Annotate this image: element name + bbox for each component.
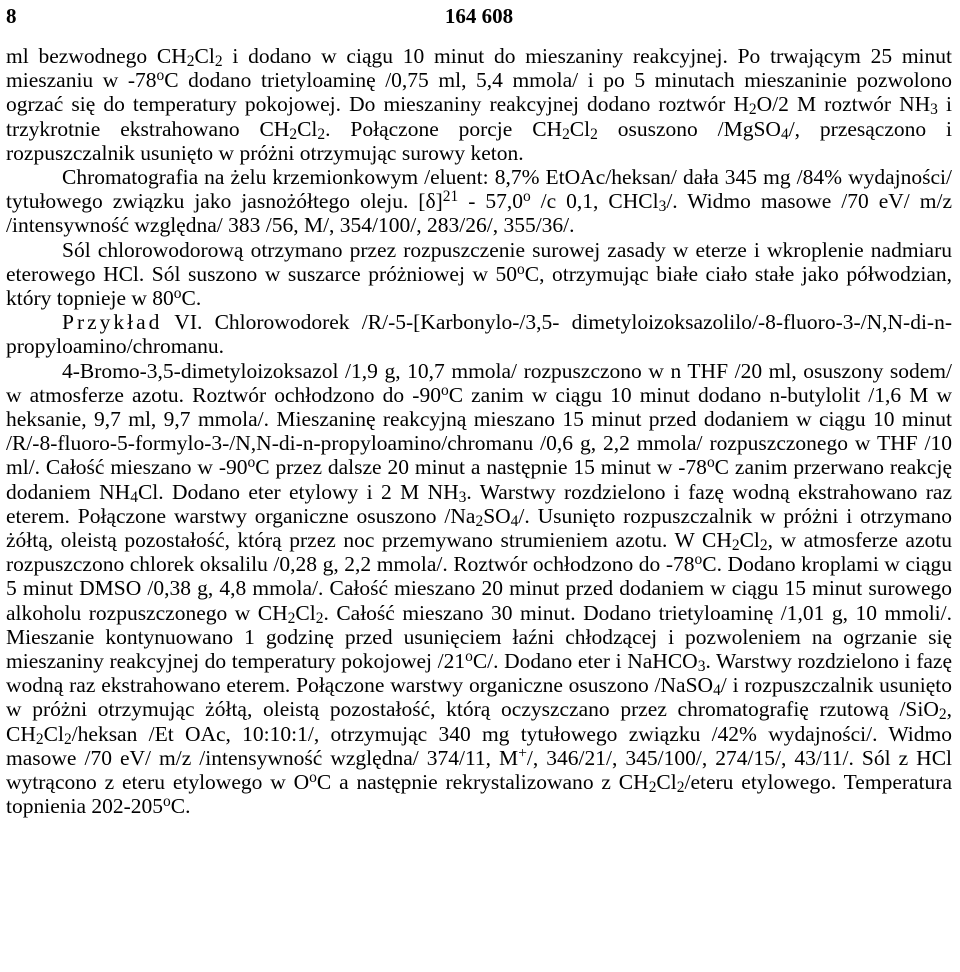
- text-run: C zanim przerwano reakcję dodaniem NH: [6, 455, 952, 504]
- subscript: 2: [562, 125, 570, 143]
- text-run: . Warstwy rozdzielono i fazę wodną ekstrahowano raz eterem. Połączone warstwy organiczne osuszono /Na: [6, 479, 952, 528]
- superscript: o: [163, 793, 171, 811]
- text-run: C.: [181, 286, 202, 311]
- paragraph-procedure: [6, 359, 952, 819]
- subscript: 4: [780, 125, 789, 143]
- text-run: Cl: [295, 600, 316, 625]
- text-run: C, otrzymując białe ciało stałe jako półwodzian, który topnieje w 80: [6, 261, 952, 311]
- text-run: /c 0,1, CHCl: [530, 189, 659, 214]
- text-run: VI. Chlorowodorek /R/-5-[Karbonylo-/3,5- dimetyloizoksazolilo/-8-fluoro-3-/N,N-di-n-propyloamino/chromanu.: [6, 310, 952, 359]
- text-run: C a następnie rekrystalizowano z CH: [316, 770, 649, 795]
- text-run: C przez dalsze 20 minut a następnie 15 minut w -78: [255, 455, 707, 480]
- text-run: . Warstwy rozdzielono i fazę wodną raz ekstrahowano eterem. Połączone warstwy organiczne osuszono /NaSO: [6, 649, 952, 698]
- text-run: Cl: [569, 116, 591, 141]
- text-run: Sól chlorowodorową otrzymano przez rozpuszczenie surowej zasady w eterze i wkroplenie nadmiaru eterowego HCl. Sól suszono w suszarce próżniowej w 50: [6, 237, 952, 286]
- text-run: , w atmosferze azotu rozpuszczono chlorek oksalilu /0,28 g, 2,2 mmola/. Roztwór ochłodzono do -78: [6, 528, 952, 577]
- text-run: Cl. Dodano eter etylowy i 2 M NH: [137, 479, 459, 504]
- superscript: o: [173, 285, 182, 303]
- superscript: o: [465, 648, 473, 666]
- text-run: C.: [170, 794, 191, 819]
- text-run: SO: [483, 503, 511, 528]
- text-run: ml bezwodnego CH: [6, 44, 187, 68]
- text-run: . Całość mieszano 30 minut. Dodano trietyloaminę /1,01 g, 10 mmoli/. Mieszanie kontynuowano 1 godzinę przed usunięciem łaźni chłodzącej i pozwoleniem na ogrzanie się mieszaniny reakcyjnej do temperatury pokojowej /21: [6, 600, 953, 674]
- subscript: 2: [63, 730, 72, 748]
- subscript: 4: [713, 682, 721, 700]
- text-run: Cl: [739, 528, 760, 553]
- text-run: O/2 M roztwór NH: [756, 92, 931, 117]
- superscript: o: [694, 551, 703, 569]
- subscript: 2: [759, 536, 768, 554]
- paragraph-hydrochloride-salt: [6, 238, 952, 311]
- subscript: 4: [510, 512, 519, 530]
- subscript: 4: [130, 488, 138, 506]
- superscript: o: [517, 260, 525, 278]
- text-run: /heksan /Et OAc, 10:10:1/, otrzymując 340 mg tytułowego związku /42% wydajności/. Widmo masowe /70 eV/ m/z /intensywność względna/ 374/11, M: [6, 721, 952, 770]
- subscript: 2: [317, 125, 326, 143]
- superscript: o: [522, 188, 531, 206]
- example-label: Przykład: [62, 310, 163, 335]
- text-run: i trzykrotnie ekstrahowano CH: [6, 92, 952, 141]
- subscript: 2: [287, 609, 296, 627]
- subscript: 2: [748, 101, 757, 119]
- subscript: 3: [697, 657, 706, 675]
- page-number: 8: [6, 4, 17, 28]
- subscript: 2: [676, 778, 685, 796]
- text-run: C dodano trietyloaminę /0,75 ml, 5,4 mmola/ i po 5 minutach mieszaninie pozwolono ogrzać się do temperatury pokojowej. Do mieszaniny reakcyjnej dodano roztwór H: [6, 68, 952, 117]
- paragraph-chromatography: [6, 165, 952, 238]
- document-number: 164 608: [444, 4, 514, 28]
- text-run: osuszono /MgSO: [597, 116, 781, 141]
- text-run: i dodano w ciągu 10 minut do mieszaniny reakcyjnej. Po trwającym 25 minut mieszaniu w -78: [6, 44, 953, 93]
- subscript: 2: [289, 125, 298, 143]
- text-run: /eteru etylowego. Temperatura topnienia 202-205: [6, 770, 952, 819]
- paragraph-example-heading: [6, 310, 952, 358]
- subscript: 2: [475, 512, 484, 530]
- text-run: Chromatografia na żelu krzemionkowym /eluent: 8,7% EtOAc/heksan/ dała 345 mg /84% wydajności/ tytułowego związku jako jasnożółtego oleju. [δ]: [6, 165, 952, 214]
- page-header: [6, 0, 952, 34]
- subscript: 2: [315, 609, 324, 627]
- text-run: C. Dodano kroplami w ciągu 5 minut DMSO /0,38 g, 4,8 mmola/. Całość mieszano 20 minut przed dodaniem w ciągu 15 minut surowego alkoholu rozpuszczonego w CH: [6, 552, 952, 625]
- subscript: 2: [35, 730, 44, 748]
- superscript: o: [706, 454, 715, 472]
- text-run: Cl: [297, 116, 318, 141]
- text-run: C zanim w ciągu 10 minut dodano n-butylolit /1,6 M w heksanie, 9,7 ml, 9,7 mmola/. Mieszaninę reakcyjną mieszano 15 minut przed dodaniem w ciągu 10 minut /R/-8-fluoro-5-formylo-3-/N,N-di-n-propyloamino/chromanu /0,6 g, 2,2 mmola/ rozpuszczonego w THF /10 ml/. Całość mieszano w -90: [6, 382, 952, 480]
- subscript: 2: [186, 52, 195, 70]
- subscript: 2: [590, 125, 598, 143]
- text-run: Cl: [656, 770, 677, 795]
- text-run: - 57,0: [458, 189, 523, 214]
- subscript: 3: [658, 198, 667, 215]
- subscript: 2: [648, 778, 657, 796]
- paragraph-continuation: [6, 44, 952, 165]
- text-run: 4-Bromo-3,5-dimetyloizoksazol /1,9 g, 10,7 mmola/ rozpuszczono w n THF /20 ml, osuszony sodem/ w atmosferze azotu. Roztwór ochłodzono do -90: [6, 358, 952, 407]
- subscript: 2: [214, 52, 223, 70]
- document-body: [6, 44, 952, 819]
- superscript: o: [440, 381, 449, 399]
- superscript: +: [518, 744, 527, 762]
- text-run: /. Usunięto rozpuszczalnik w próżni i otrzymano żółtą, oleistą pozostałość, którą przez noc przemywano strumieniem azotu. W CH: [6, 503, 952, 553]
- superscript: o: [247, 454, 256, 472]
- text-run: Cl: [43, 721, 64, 746]
- subscript: 2: [731, 536, 740, 554]
- text-run: . Połączone porcje CH: [325, 116, 563, 141]
- text-run: Cl: [194, 44, 215, 68]
- superscript: 21: [442, 188, 459, 206]
- text-run: / i rozpuszczalnik usunięto w próżni otrzymując żółtą, oleistą pozostałość, którą oczyszczano przez chromatografię rzutową /SiO: [6, 673, 952, 722]
- superscript: o: [156, 67, 165, 85]
- superscript: o: [309, 769, 317, 787]
- text-run: /. Widmo masowe /70 eV/ m/z /intensywność względna/ 383 /56, M/, 354/100/, 283/26/, 355/36/.: [6, 189, 952, 238]
- subscript: 3: [458, 488, 467, 506]
- text-run: , CH: [6, 697, 952, 746]
- text-run: /, 346/21/, 345/100/, 274/15/, 43/11/. Sól z HCl wytrącono z eteru etylowego w O: [6, 745, 953, 795]
- subscript: 3: [930, 101, 938, 119]
- subscript: 2: [938, 706, 947, 724]
- text-run: C/. Dodano eter i NaHCO: [472, 649, 698, 674]
- text-run: /, przesączono i rozpuszczalnik usunięto w próżni otrzymując surowy keton.: [6, 116, 952, 165]
